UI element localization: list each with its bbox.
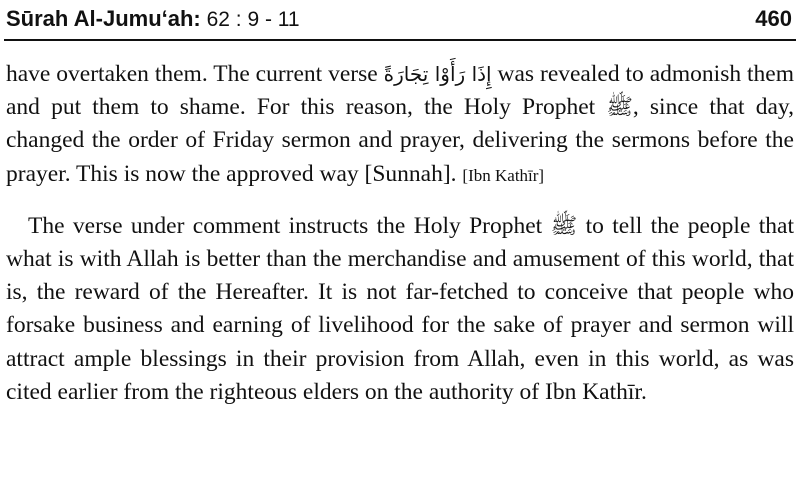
paragraph-2 bbox=[6, 210, 794, 409]
paragraph-2-text-b: to tell the people that what is with Allah is better than the merchandise and amusement of this world, that is, the reward of the Hereafter. It is not far-fetched to conceive that people who forsake business and earning of livelihood for the sake of prayer and sermon will attract ample blessings in their provision from Allah, even in this world, as was cited earlier from the righteous elders on the authority of Ibn Kathīr. bbox=[6, 212, 794, 405]
paragraph-1 bbox=[6, 58, 794, 192]
honorific-glyph: ﷺ bbox=[550, 213, 578, 239]
page-header bbox=[6, 3, 792, 35]
running-head bbox=[6, 6, 300, 32]
header-rule bbox=[4, 39, 796, 41]
paragraph-2-text-a: The verse under comment instructs the Holy Prophet bbox=[28, 212, 551, 239]
paragraph-1-text-c: , since that day, changed the order of Friday sermon and prayer, delivering the sermons before the prayer. This is now the approved way [Sunnah]. bbox=[6, 94, 794, 187]
body-text bbox=[6, 58, 794, 409]
paragraph-1-text-b: was revealed to admonish them and put them to shame. For this reason, the Holy Prophet bbox=[6, 61, 794, 121]
verse-reference: 62 : 9 - 11 bbox=[200, 8, 300, 31]
surah-title: Sūrah Al-Jumu‘ah: bbox=[6, 6, 201, 31]
page-number: 460 bbox=[755, 6, 792, 31]
arabic-quote: إِذَا رَأَوْا تِجَارَةً bbox=[383, 62, 492, 86]
honorific-glyph: ﷺ bbox=[606, 95, 633, 121]
citation: [Ibn Kathīr] bbox=[462, 165, 545, 185]
paragraph-1-text-a: have overtaken them. The current verse bbox=[6, 61, 384, 87]
